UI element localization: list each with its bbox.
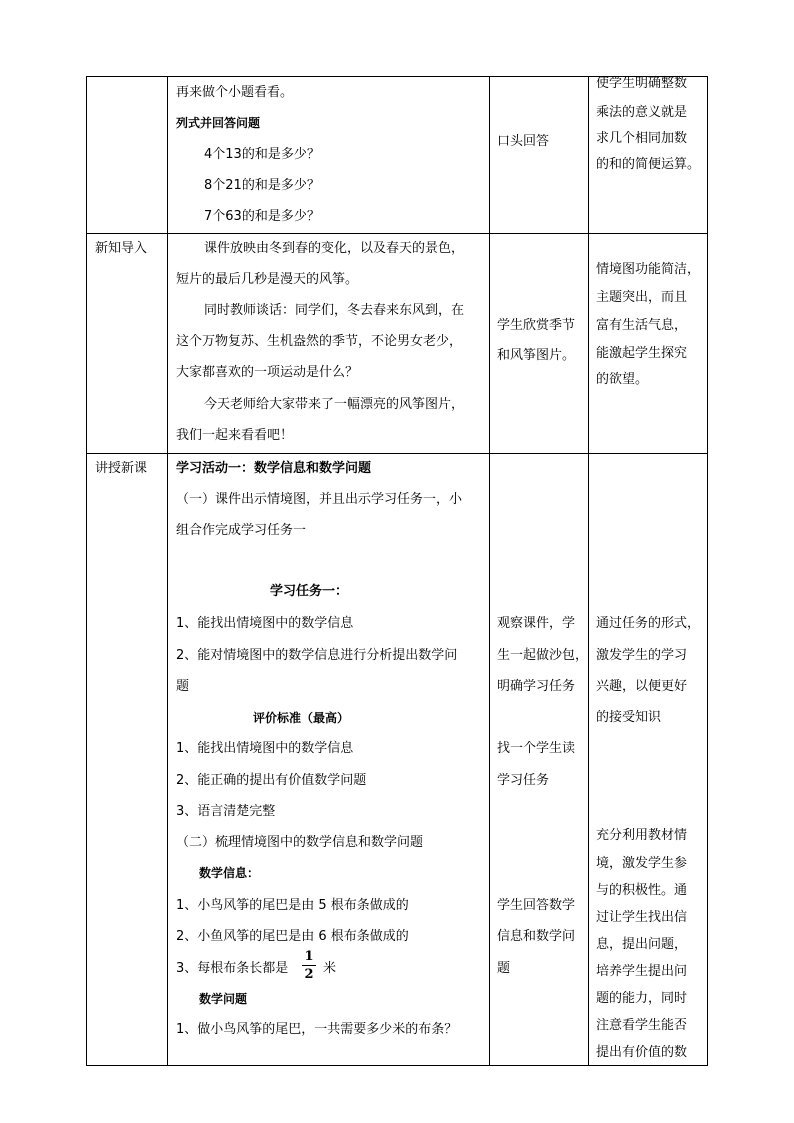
row2-stage-label: 新知导入: [95, 241, 148, 256]
row3-student-c-line-1: 学生回答数学: [497, 898, 576, 913]
row3-criteria-title: 评价标准（最高）: [253, 711, 350, 725]
row3-intent-a-line-2: 激发学生的学习: [596, 648, 688, 663]
row2-content-line-3: 同时教师谈话：同学们，冬去春来东风到，在: [204, 303, 465, 318]
fraction-denominator: 2: [304, 967, 314, 982]
row3-info-item-3-prefix: 3、每根布条长都是: [176, 961, 289, 976]
row3-intent-b-line-9: 提出有价值的数: [596, 1045, 688, 1060]
row3-intent-a-line-4: 的接受知识: [596, 710, 662, 725]
row3-task-title: 学习任务一：: [270, 584, 349, 599]
table-bottom-border: [86, 1065, 708, 1066]
row3-question-item-1: 1、做小鸟风筝的尾巴，一共需要多少米的布条？: [176, 1022, 458, 1037]
row3-task-item-3: 题: [176, 679, 190, 694]
row3-intent-b-line-6: 培养学生提出问: [596, 964, 688, 979]
row2-content-line-1: 课件放映由冬到春的变化，以及春天的景色，: [204, 241, 465, 256]
fraction-numerator: 1: [304, 949, 314, 964]
row3-student-a-line-1: 观察课件，学: [497, 616, 576, 631]
row3-student-b-line-1: 找一个学生读: [497, 741, 576, 756]
row3-intent-b-line-3: 与的积极性。通: [596, 883, 688, 898]
row2-intent-line-2: 主题突出，而且: [596, 290, 688, 305]
row3-intent-b-line-2: 境，激发学生参: [596, 856, 688, 871]
row3-part1-line-2: 组合作完成学习任务一: [176, 523, 307, 538]
fraction-bar: [302, 965, 316, 966]
row1-intent-line-2: 乘法的意义就是: [596, 105, 688, 120]
col-content-divider: [489, 76, 490, 1066]
row2-intent-line-1: 情境图功能简洁，: [596, 262, 701, 277]
row3-task-item-1: 1、能找出情境图中的数学信息: [176, 616, 354, 631]
row1-intent-line-4: 的和的简便运算。: [596, 157, 701, 172]
row3-student-b-line-2: 学习任务: [497, 773, 550, 788]
row3-intent-b-line-8: 注意看学生能否: [596, 1018, 688, 1033]
row1-heading: 列式并回答问题: [176, 116, 261, 130]
row2-content-line-6: 今天老师给大家带来了一幅漂亮的风筝图片，: [204, 397, 465, 412]
row3-criteria-item-3: 3、语言清楚完整: [176, 804, 276, 819]
row1-intro: 再来做个小题看看。: [176, 85, 294, 100]
row3-part1-line-1: （一）课件出示情境图，并且出示学习任务一，小: [176, 492, 463, 507]
row1-bottom-border: [86, 233, 708, 234]
row3-intent-a-line-3: 兴趣，以便更好: [596, 679, 688, 694]
row2-bottom-border: [86, 453, 708, 454]
row3-intent-b-line-5: 息，提出问题，: [596, 937, 688, 952]
row1-question-2: 8个21的和是多少？: [204, 178, 320, 193]
row2-content-line-7: 我们一起来看看吧！: [176, 428, 294, 443]
row1-intent-line-1: 使学生明确整数: [596, 76, 688, 91]
one-half-fraction: [302, 949, 316, 982]
row2-intent-line-4: 能激起学生探究: [596, 346, 688, 361]
row3-info-item-2: 2、小鱼风筝的尾巴是由 6 根布条做成的: [176, 929, 409, 944]
row2-student-line-2: 和风筝图片。: [497, 348, 576, 363]
col-stage-divider: [167, 76, 168, 1066]
row3-student-c-line-3: 题: [497, 961, 511, 976]
row2-intent-line-5: 的欲望。: [596, 372, 649, 387]
row3-criteria-item-1: 1、能找出情境图中的数学信息: [176, 741, 354, 756]
row2-content-line-5: 大家都喜欢的一项运动是什么？: [176, 365, 359, 380]
row3-student-a-line-2: 生一起做沙包，: [497, 648, 589, 663]
row1-intent-line-3: 求几个相同加数: [596, 131, 688, 146]
row3-criteria-item-2: 2、能正确的提出有价值数学问题: [176, 773, 367, 788]
row3-intent-b-line-4: 过让学生找出信: [596, 910, 688, 925]
row3-activity-title: 学习活动一：数学信息和数学问题: [176, 461, 372, 476]
row3-task-item-2: 2、能对情境图中的数学信息进行分析提出数学问: [176, 648, 458, 663]
row2-student-line-1: 学生欣赏季节: [497, 318, 576, 333]
row3-question-title: 数学问题: [199, 992, 248, 1006]
row3-stage-label: 讲授新课: [95, 461, 148, 476]
row3-info-item-3-unit: 米: [323, 961, 337, 976]
col-student-divider: [588, 76, 589, 1066]
row3-info-title: 数学信息：: [199, 866, 260, 880]
row1-question-1: 4个13的和是多少？: [204, 147, 320, 162]
row2-content-line-4: 这个万物复苏、生机盎然的季节，不论男女老少，: [176, 334, 463, 349]
row3-info-item-1: 1、小鸟风筝的尾巴是由 5 根布条做成的: [176, 898, 409, 913]
row3-intent-a-line-1: 通过任务的形式，: [596, 616, 701, 631]
row3-intent-b-line-1: 充分利用教材情: [596, 828, 688, 843]
row3-intent-b-line-7: 题的能力，同时: [596, 991, 688, 1006]
row1-student-activity: 口头回答: [497, 134, 550, 149]
row3-student-a-line-3: 明确学习任务: [497, 679, 576, 694]
col-right-border: [707, 76, 708, 1066]
row1-question-3: 7个63的和是多少？: [204, 209, 320, 224]
row2-intent-line-3: 富有生活气息，: [596, 318, 688, 333]
col-left-border: [86, 76, 87, 1066]
row2-content-line-2: 短片的最后几秒是漫天的风筝。: [176, 272, 359, 287]
row3-student-c-line-2: 信息和数学问: [497, 929, 576, 944]
row3-part2: （二）梳理情境图中的数学信息和数学问题: [176, 835, 424, 850]
